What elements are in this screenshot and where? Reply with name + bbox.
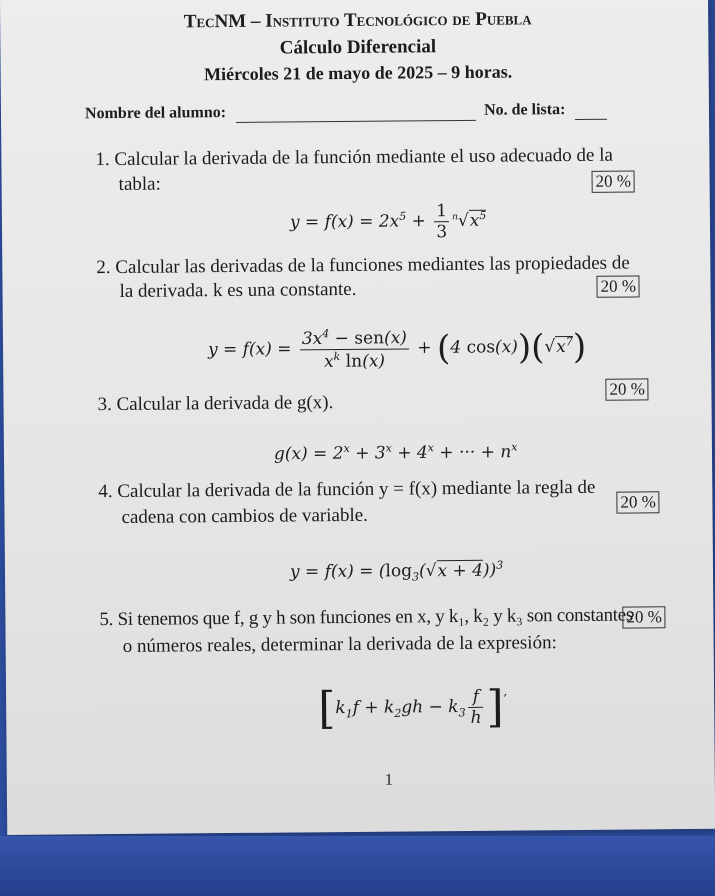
question-2-number: 2. (96, 257, 111, 279)
question-2-line2: la derivada. k es una constante. (119, 278, 357, 302)
question-1-number: 1. (95, 149, 110, 171)
question-5-text: Si tenemos que f, g y h son funciones en x, y k₁, k₂ y k₃ son constantes (117, 604, 634, 630)
question-4-points: 20 % (616, 491, 660, 513)
question-4-formula: $y = f(x) = (\log_3(√x + 4))^3$ (289, 558, 504, 584)
list-label: No. de lista: (483, 101, 566, 119)
institution-title: TecNM – Instituto Tecnológico de Puebla (183, 8, 532, 33)
question-5-number: 5. (99, 609, 114, 631)
student-name-row (85, 101, 608, 125)
question-4-text: Calcular la derivada de la función y = f(x) mediante la regla de (117, 476, 596, 502)
name-label: Nombre del alumno: (84, 104, 227, 123)
list-blank (575, 101, 607, 120)
question-2-points: 20 % (596, 275, 640, 297)
question-4-line2: cadena con cambios de variable. (121, 504, 368, 528)
question-2-formula: y = f(x) = $\frac{3x^4 - sen(x)}{x^k \ln(x)}$ + (4 $\cos(x))(√x^7)$ (207, 327, 587, 372)
question-5-line2: o números reales, determinar la derivada de la expresión: (122, 632, 557, 657)
question-5-points: 20 % (622, 606, 666, 628)
question-4-line1 (98, 477, 595, 503)
question-3-number: 3. (97, 394, 112, 416)
question-3-text: Calcular la derivada de g(x). (116, 392, 334, 415)
question-3-line1 (97, 392, 333, 416)
question-1-line2: tabla: (118, 173, 161, 195)
question-3-formula: $g(x) = 2^x + 3^x + 4^x$ + ··· + $n^x$ (273, 440, 518, 465)
question-1-points: 20 % (592, 170, 636, 192)
exam-date: Miércoles 21 de mayo de 2025 – 9 horas. (203, 61, 513, 85)
question-2-text: Calcular las derivadas de la funciones mediantes las propiedades de (115, 252, 630, 279)
page-number: 1 (384, 771, 393, 789)
question-5-line1 (99, 605, 633, 632)
question-2-line1 (96, 253, 630, 280)
name-blank (236, 102, 476, 123)
question-5-formula: [$k_1f + k_2gh - k_3$ $\frac{f}{h}$ ]′ (317, 681, 508, 735)
question-4-number: 4. (98, 481, 113, 503)
question-1-line1 (95, 145, 613, 172)
question-3-points: 20 % (605, 378, 649, 400)
desk-background (0, 836, 715, 896)
course-title: Cálculo Diferencial (279, 36, 437, 59)
question-1-text: Calcular la derivada de la función mediante el uso adecuado de la (114, 144, 614, 171)
question-1-formula: $y = f(x) = 2x^5$ + $\frac{1}{3}$ $^n√x^5$ (289, 201, 487, 243)
